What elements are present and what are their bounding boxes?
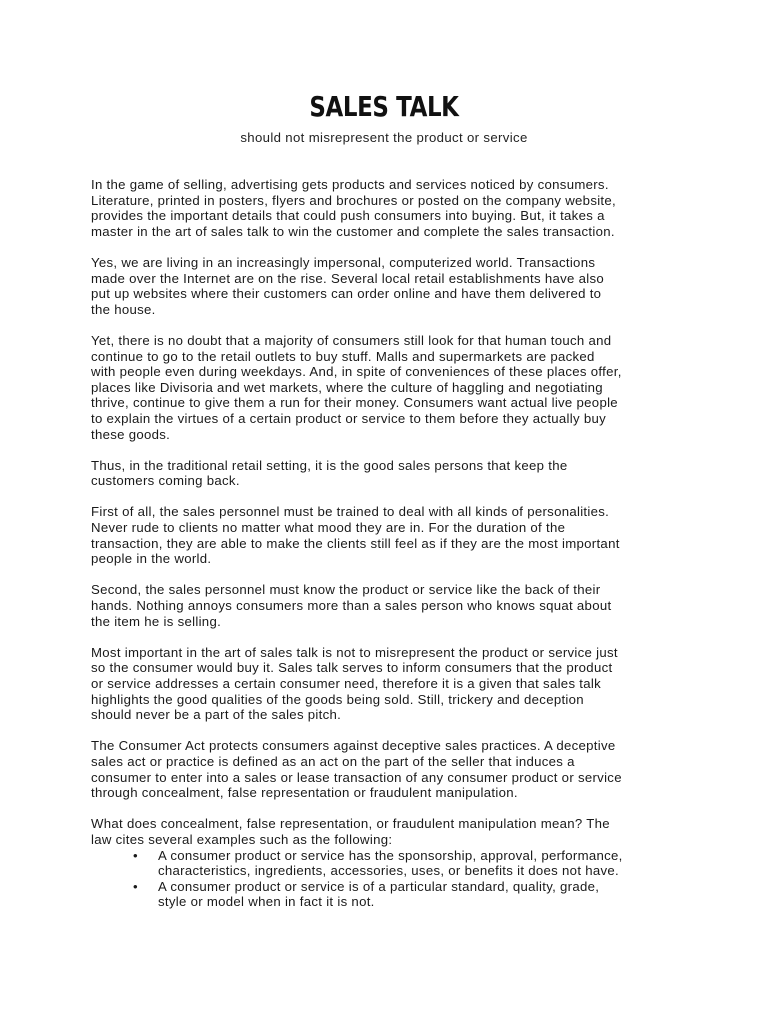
paragraph-line: people in the world. <box>91 551 212 567</box>
paragraph-list <box>91 177 691 801</box>
document-body <box>91 177 691 910</box>
document-title: SALES TALK <box>309 90 459 123</box>
paragraph-line: First of all, the sales personnel must be trained to deal with all kinds of personalities. <box>91 504 610 520</box>
paragraph-line: consumer to enter into a sales or lease transaction of any consumer product or service <box>91 769 622 785</box>
paragraph <box>91 255 691 317</box>
bullet-icon: • <box>133 847 138 863</box>
paragraph <box>91 504 691 566</box>
paragraph <box>91 458 691 489</box>
paragraph-line: the item he is selling. <box>91 613 222 629</box>
paragraph-line: to explain the virtues of a certain product or service to them before they actually buy <box>91 410 607 426</box>
paragraph-line: Literature, printed in posters, flyers and brochures or posted on the company website, <box>91 192 616 208</box>
paragraph-line: master in the art of sales talk to win the customer and complete the sales transaction. <box>91 223 615 239</box>
paragraph-line: the house. <box>91 301 156 317</box>
paragraph-line: In the game of selling, advertising gets products and services noticed by consumers. <box>91 177 609 192</box>
paragraph-line: should never be a part of the sales pitch. <box>91 707 342 723</box>
paragraph-line: Most important in the art of sales talk is not to misrepresent the product or service just <box>91 644 618 660</box>
document-subtitle: should not misrepresent the product or service <box>240 130 528 145</box>
paragraph-line: put up websites where their customers can order online and have them delivered to <box>91 286 602 302</box>
paragraph <box>91 177 691 239</box>
paragraph-line: Thus, in the traditional retail setting, it is the good sales persons that keep the <box>91 457 568 473</box>
bullet-list <box>91 848 691 910</box>
bullet-line: A consumer product or service has the sponsorship, approval, performance, <box>158 847 623 863</box>
paragraph-line: transaction, they are able to make the clients still feel as if they are the most important <box>91 535 620 551</box>
paragraph <box>91 738 691 800</box>
paragraph <box>91 582 691 629</box>
paragraph-line: so the consumer would buy it. Sales talk serves to inform consumers that the product <box>91 660 613 676</box>
paragraph-line: Second, the sales personnel must know the product or service like the back of their <box>91 582 601 598</box>
paragraph <box>91 645 691 723</box>
paragraph-line: customers coming back. <box>91 473 240 489</box>
paragraph-line: or service addresses a certain consumer need, therefore it is a given that sales talk <box>91 676 602 691</box>
paragraph-line: provides the important details that could push consumers into buying. But, it takes a <box>91 208 605 224</box>
paragraph-line: thrive, continue to give them a run for their money. Consumers want actual live people <box>91 395 618 411</box>
paragraph-line: Yet, there is no doubt that a majority of consumers still look for that human touch and <box>91 332 612 348</box>
paragraph-line: What does concealment, false representation, or fraudulent manipulation mean? The <box>91 816 610 832</box>
bullet-item <box>91 848 691 879</box>
bullet-line: characteristics, ingredients, accessories, uses, or benefits it does not have. <box>158 863 620 879</box>
paragraph-line: highlights the good qualities of the goods being sold. Still, trickery and deception <box>91 691 584 707</box>
paragraph-line: through concealment, false representation or fraudulent manipulation. <box>91 785 518 801</box>
paragraph-line: Never rude to clients no matter what mood they are in. For the duration of the <box>91 520 566 536</box>
paragraph-line: these goods. <box>91 426 171 442</box>
paragraph-line: law cites several examples such as the following: <box>91 831 393 847</box>
bullet-line: style or model when in fact it is not. <box>158 894 375 910</box>
final-paragraph <box>91 816 691 847</box>
paragraph-line: The Consumer Act protects consumers against deceptive sales practices. A deceptive <box>91 738 616 754</box>
paragraph-line: Yes, we are living in an increasingly impersonal, computerized world. Transactions <box>91 254 596 270</box>
bullet-icon: • <box>133 878 138 894</box>
bullet-item <box>91 879 691 910</box>
paragraph-line: made over the Internet are on the rise. Several local retail establishments have also <box>91 270 604 286</box>
paragraph-line: hands. Nothing annoys consumers more than a sales person who knows squat about <box>91 598 612 614</box>
paragraph-line: sales act or practice is defined as an act on the part of the seller that induces a <box>91 753 575 769</box>
bullet-line: A consumer product or service is of a particular standard, quality, grade, <box>158 878 600 894</box>
paragraph <box>91 333 691 442</box>
paragraph-line: with people even during weekdays. And, in spite of conveniences of these places offer, <box>91 364 622 380</box>
paragraph-line: places like Divisoria and wet markets, where the culture of haggling and negotiating <box>91 379 603 395</box>
paragraph-line: continue to go to the retail outlets to buy stuff. Malls and supermarkets are packed <box>91 348 595 364</box>
